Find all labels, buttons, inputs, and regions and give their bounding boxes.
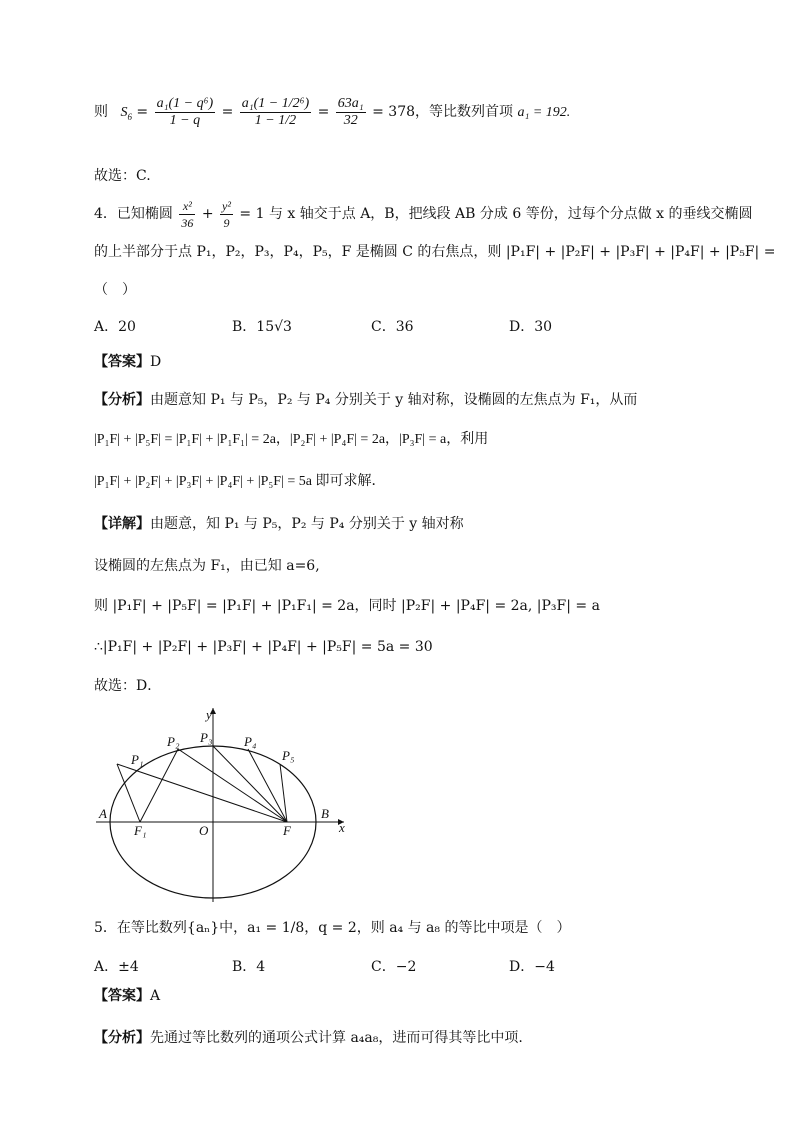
fraction-3-den: 32	[343, 112, 358, 128]
analysis-label: 【分析】	[94, 1030, 150, 1046]
label-p2: P₂	[167, 734, 180, 749]
q4-analysis-2: |P₁F| + |P₅F| = |P₁F| + |P₁F₁| = 2a，|P₂F| + |P₄F| = 2a，|P₃F| = a，利用	[94, 432, 489, 447]
ellipse-x-frac	[179, 198, 195, 231]
ellipse-y-num: y²	[222, 198, 231, 213]
plus-sign: +	[201, 206, 214, 222]
fraction-2-num: a₁(1 − 1/2⁶)	[241, 95, 310, 111]
line-f1-p2	[140, 749, 178, 822]
a1-value: a₁ = 192.	[517, 105, 571, 120]
q5-analysis	[94, 1028, 523, 1048]
prefix-text: 则	[94, 104, 108, 120]
label-f: F	[283, 823, 291, 838]
analysis-label: 【分析】	[94, 392, 150, 408]
analysis-text: 先通过等比数列的通项公式计算 a₄a₈，进而可得其等比中项.	[150, 1030, 523, 1046]
fraction-2	[240, 96, 311, 129]
analysis-text-1: 由题意知 P₁ 与 P₅，P₂ 与 P₄ 分别关于 y 轴对称，设椭圆的左焦点为 F₁，从而	[150, 392, 638, 408]
formula-line-s6	[94, 92, 570, 137]
answer-label: 【答案】	[94, 988, 150, 1004]
line-p2-f	[178, 749, 287, 822]
detail-label: 【详解】	[94, 516, 150, 532]
q4-stem-line3: （ ）	[94, 282, 136, 298]
q4-detail-3: 则 |P₁F| + |P₅F| = |P₁F| + |P₁F₁| = 2a，同时 |P₂F| + |P₄F| = 2a, |P₃F| = a	[94, 598, 600, 614]
label-f1: F₁	[134, 823, 147, 838]
line-f1-p1	[117, 764, 140, 822]
q5-option-b: B．4	[232, 959, 266, 975]
ellipse-y-den: 9	[223, 215, 230, 230]
ellipse-figure	[94, 702, 364, 902]
label-y: y	[206, 707, 212, 722]
answer-label: 【答案】	[94, 354, 150, 370]
q5-stem: 5．在等比数列{aₙ}中，a₁ = 1/8，q = 2，则 a₄ 与 a₈ 的等比中项是（ ）	[94, 920, 571, 936]
equals-sign: =	[136, 104, 149, 120]
fraction-1	[155, 96, 216, 129]
q4-stem-line2: 的上半部分于点 P₁，P₂，P₃，P₄，P₅，F 是椭圆 C 的右焦点，则 |P₁F| + |P₂F| + |P₃F| + |P₄F| + |P₅F| =	[94, 244, 776, 260]
q5-option-a: A．±4	[94, 959, 139, 975]
label-p4: P₄	[244, 734, 257, 749]
q4-analysis-1	[94, 390, 637, 410]
label-p5: P₅	[282, 748, 295, 763]
s6-symbol: $S_6$	[120, 105, 132, 122]
q4-analysis-3: |P₁F| + |P₂F| + |P₃F| + |P₄F| + |P₅F| = 5a 即可求解．	[94, 474, 386, 489]
line-p3-f	[213, 746, 287, 822]
fraction-1-num: a₁(1 − q⁶)	[156, 95, 214, 111]
line-p1-f	[117, 764, 287, 822]
equals-sign: =	[221, 104, 234, 120]
q5-option-d: D．−4	[509, 959, 555, 975]
detail-text-1: 由题意，知 P₁ 与 P₅，P₂ 与 P₄ 分别关于 y 轴对称	[150, 516, 464, 532]
answer-value: D	[150, 354, 162, 370]
fraction-2-den: 1 − 1/2	[254, 112, 297, 128]
q4-option-b: B．15√3	[232, 319, 292, 335]
line-p5-f	[280, 764, 287, 822]
q4-stem-b: = 1 与 x 轴交于点 A，B，把线段 AB 分成 6 等份，过每个分点做 x 的垂线交椭圆	[239, 206, 753, 222]
q5-option-c: C．−2	[371, 959, 417, 975]
q5-answer	[94, 986, 160, 1006]
ellipse-x-num: x²	[179, 198, 195, 215]
q4-detail-2: 设椭圆的左焦点为 F₁，由已知 a=6,	[94, 558, 320, 574]
q4-stem-line1	[94, 196, 753, 232]
label-o: O	[199, 823, 209, 838]
q4-option-a: A．20	[94, 319, 136, 335]
label-p3: P₃	[200, 730, 213, 745]
q4-option-c: C．36	[371, 319, 414, 335]
result-text: = 378，等比数列首项	[372, 104, 514, 120]
ellipse-x-den: 36	[181, 215, 194, 230]
q4-answer	[94, 352, 161, 372]
fraction-3-num: 63a₁	[337, 95, 364, 111]
label-b: B	[321, 806, 329, 821]
q4-detail-4: ∴|P₁F| + |P₂F| + |P₃F| + |P₄F| + |P₅F| = 5a = 30	[94, 639, 433, 655]
q4-conclusion: 故选：D．	[94, 678, 162, 694]
equals-sign: =	[317, 104, 330, 120]
ellipse-y-frac	[220, 198, 233, 231]
fraction-3	[336, 96, 366, 129]
label-x: x	[339, 820, 345, 835]
q4-stem-a: 4．已知椭圆	[94, 206, 173, 222]
q4-option-d: D．30	[509, 319, 553, 335]
answer-value: A	[150, 988, 161, 1004]
label-p1: P₁	[131, 752, 144, 767]
q4-detail-1	[94, 514, 464, 534]
label-a: A	[99, 806, 107, 821]
select-c-text: 故选：C.	[94, 168, 151, 184]
fraction-1-den: 1 − q	[169, 112, 201, 128]
